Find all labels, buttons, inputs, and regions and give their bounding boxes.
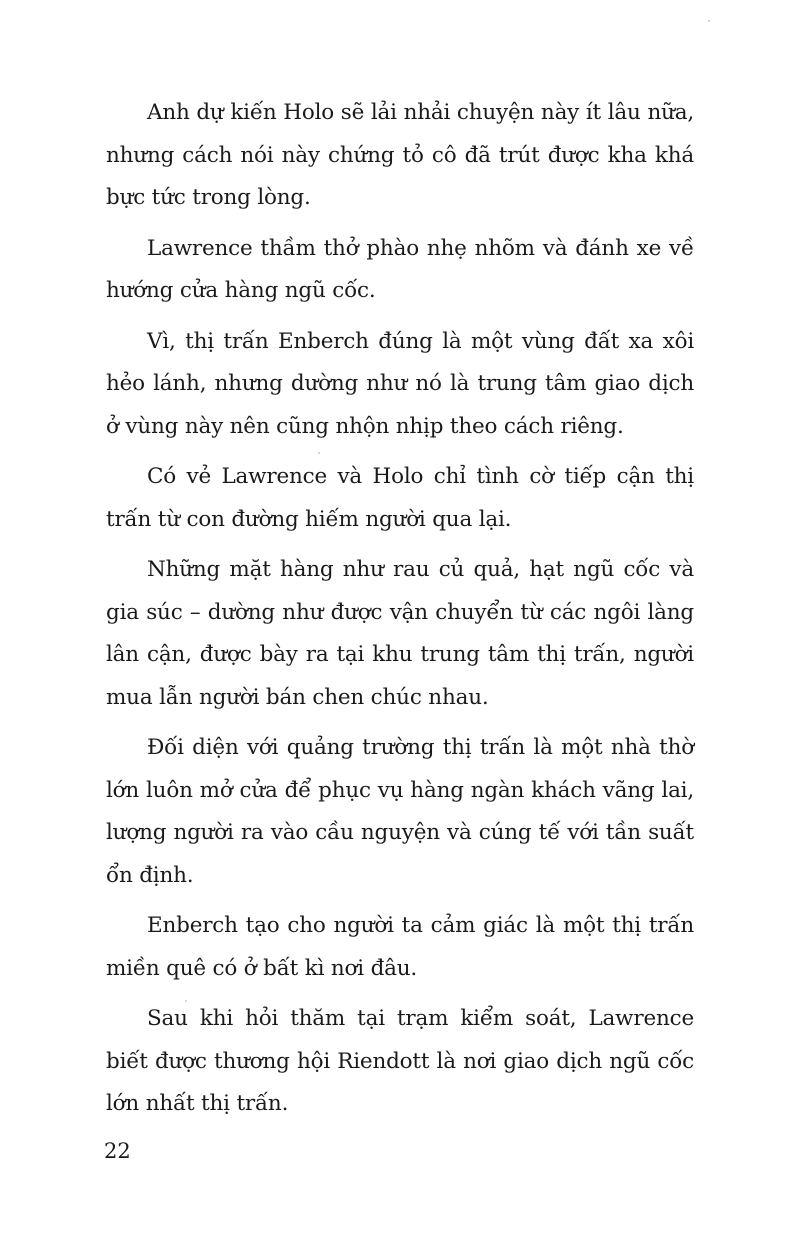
paper-speck — [185, 1000, 187, 1002]
page-number: 22 — [104, 1139, 131, 1163]
paragraph-1: Anh dự kiến Holo sẽ lải nhải chuyện này ít lâu nữa, nhưng cách nói này chứng tỏ cô đã trút được kha khá bực tức trong lòng. — [106, 100, 694, 210]
paragraph-6: Đối diện với quảng trường thị trấn là một nhà thờ lớn luôn mở cửa để phục vụ hàng ngàn khách vãng lai, lượng người ra vào cầu nguyện và cúng tế với tần suất ổn định. — [106, 735, 694, 888]
paragraph-3: Vì, thị trấn Enberch đúng là một vùng đất xa xôi hẻo lánh, nhưng dường như nó là trung tâm giao dịch ở vùng này nên cũng nhộn nhịp theo cách riêng. — [106, 328, 694, 439]
paragraph-5: Những mặt hàng như rau củ quả, hạt ngũ cốc và gia súc – dường như được vận chuyển từ các ngôi làng lân cận, được bày ra tại khu trung tâm thị trấn, người mua lẫn người bán chen chúc nhau. — [106, 557, 694, 710]
paragraph-4: Có vẻ Lawrence và Holo chỉ tình cờ tiếp cận thị trấn từ con đường hiếm người qua lại. — [106, 464, 694, 532]
paper-speck — [708, 20, 710, 22]
body-text — [106, 92, 694, 1134]
paper-speck — [318, 452, 320, 454]
paragraph-2: Lawrence thầm thở phào nhẹ nhõm và đánh xe về hướng cửa hàng ngũ cốc. — [106, 235, 694, 303]
paragraph-8: Sau khi hỏi thăm tại trạm kiểm soát, Lawrence biết được thương hội Riendott là nơi giao dịch ngũ cốc lớn nhất thị trấn. — [106, 1006, 694, 1116]
paragraph-7: Enberch tạo cho người ta cảm giác là một thị trấn miền quê có ở bất kì nơi đâu. — [106, 913, 694, 981]
